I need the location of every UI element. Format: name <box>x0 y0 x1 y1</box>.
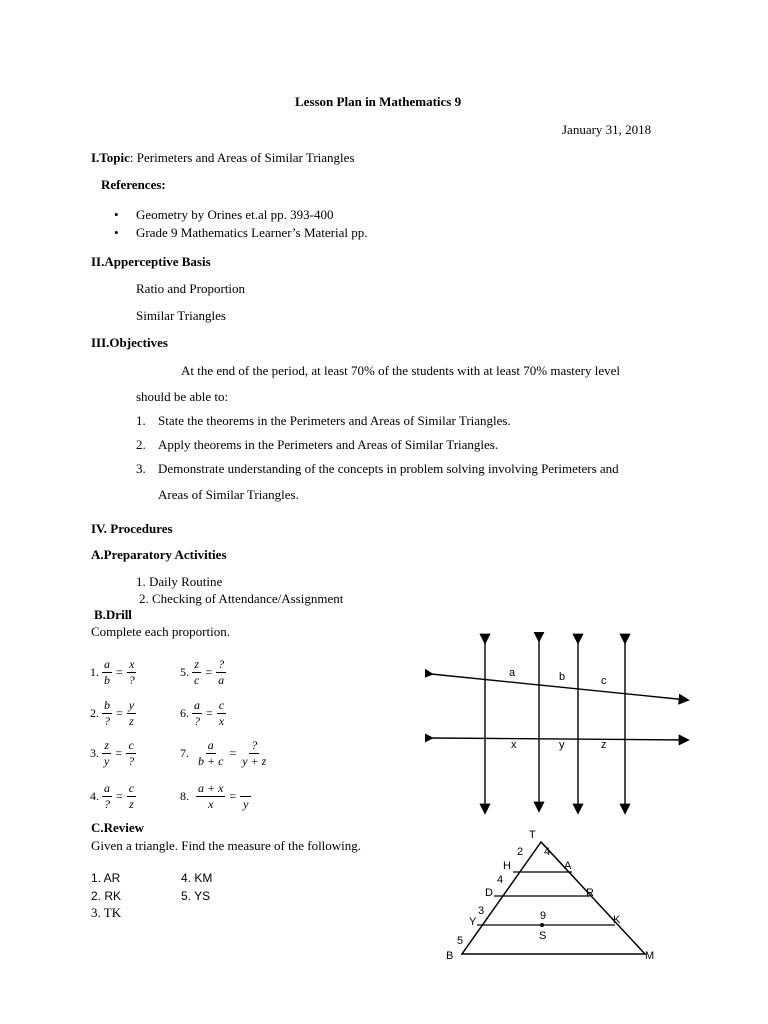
objectives-intro: At the end of the period, at least 70% of the students with at least 70% mastery level <box>181 363 620 378</box>
parallel-lines-figure <box>425 632 695 822</box>
objective-item: 2. Apply theorems in the Perimeters and Areas of Similar Triangles. <box>136 437 499 452</box>
objectives-intro-cont: should be able to: <box>136 389 229 404</box>
review-item: 1. AR <box>91 871 121 885</box>
segment-label-a: a <box>509 667 516 679</box>
lesson-date: January 31, 2018 <box>562 122 652 137</box>
drill-proportion: 3. $\frac{z}{y}$ = $\frac{c}{?}$ <box>90 738 135 768</box>
procedures-heading: IV. Procedures <box>91 521 173 536</box>
triangle-figure <box>440 822 670 972</box>
topic-line <box>91 150 355 166</box>
review-item: 5. YS <box>181 889 211 903</box>
drill-instruction: Complete each proportion. <box>91 624 230 639</box>
measure-dy: 3 <box>478 905 485 917</box>
drill-proportion: 4. $\frac{a}{?}$ = $\frac{c}{z}$ <box>90 781 135 811</box>
vertex-b: B <box>446 950 454 962</box>
point-s: S <box>539 930 547 942</box>
topic-value: : Perimeters and Areas of Similar Triangles <box>129 150 355 165</box>
measure-ta: 4 <box>544 846 551 858</box>
measure-ys: 9 <box>540 910 547 922</box>
drill-proportion: 1. $\frac{a}{b}$ = $\frac{x}{?}$ <box>90 657 135 687</box>
review-instruction: Given a triangle. Find the measure of the following. <box>91 838 362 853</box>
drill-proportion: 7. $\frac{a}{b + c}$ = $\frac{?}{y + z}$ <box>180 738 267 768</box>
review-item: 4. KM <box>181 871 213 885</box>
segment-label-x: x <box>511 739 517 751</box>
drill-heading: B.Drill <box>94 607 132 622</box>
vertex-d: D <box>485 887 493 899</box>
drill-proportion: 6. $\frac{a}{?}$ = $\frac{c}{x}$ <box>180 698 225 728</box>
apperceptive-heading: II.Apperceptive Basis <box>91 254 211 269</box>
objectives-heading: III.Objectives <box>91 335 168 350</box>
references-heading: References: <box>101 177 166 192</box>
page-title: Lesson Plan in Mathematics 9 <box>295 94 462 109</box>
drill-proportion: 2. $\frac{b}{?}$ = $\frac{y}{z}$ <box>90 698 135 728</box>
review-item: 2. RK <box>91 889 122 903</box>
objective-item: 3. Demonstrate understanding of the concepts in problem solving involving Perimeters and <box>136 461 619 476</box>
preparatory-item: 2. Checking of Attendance/Assignment <box>139 591 344 606</box>
segment-label-b: b <box>559 671 566 683</box>
drill-proportion: 5. $\frac{z}{c}$ = $\frac{?}{a}$ <box>180 657 225 687</box>
reference-item: • Geometry by Orines et.al pp. 393-400 <box>136 207 333 223</box>
segment-label-z: z <box>601 739 607 751</box>
measure-th: 2 <box>517 846 524 858</box>
preparatory-heading: A.Preparatory Activities <box>91 547 227 562</box>
vertex-k: K <box>613 914 621 926</box>
review-heading: C.Review <box>91 820 145 835</box>
review-item: 3. TK <box>91 905 122 920</box>
topic-label: I.Topic <box>91 150 130 165</box>
objective-item: 1. State the theorems in the Perimeters and Areas of Similar Triangles. <box>136 413 511 428</box>
segment-label-y: y <box>559 739 565 751</box>
objective-item-cont: Areas of Similar Triangles. <box>158 487 299 502</box>
vertex-t: T <box>529 829 536 841</box>
vertex-y: Y <box>469 916 477 928</box>
vertex-a: A <box>564 860 572 872</box>
reference-item: • Grade 9 Mathematics Learner’s Material pp. <box>136 225 368 241</box>
apperceptive-item: Similar Triangles <box>136 308 226 323</box>
preparatory-item: 1. Daily Routine <box>136 574 223 589</box>
vertex-h: H <box>503 860 511 872</box>
vertex-m: M <box>645 950 655 962</box>
apperceptive-item: Ratio and Proportion <box>136 281 246 296</box>
measure-hd: 4 <box>497 874 504 886</box>
measure-yb: 5 <box>457 935 464 947</box>
drill-proportion: 8. $\frac{a + x}{x}$ = y <box>180 781 253 812</box>
vertex-r: R <box>586 887 594 899</box>
segment-label-c: c <box>601 675 607 687</box>
